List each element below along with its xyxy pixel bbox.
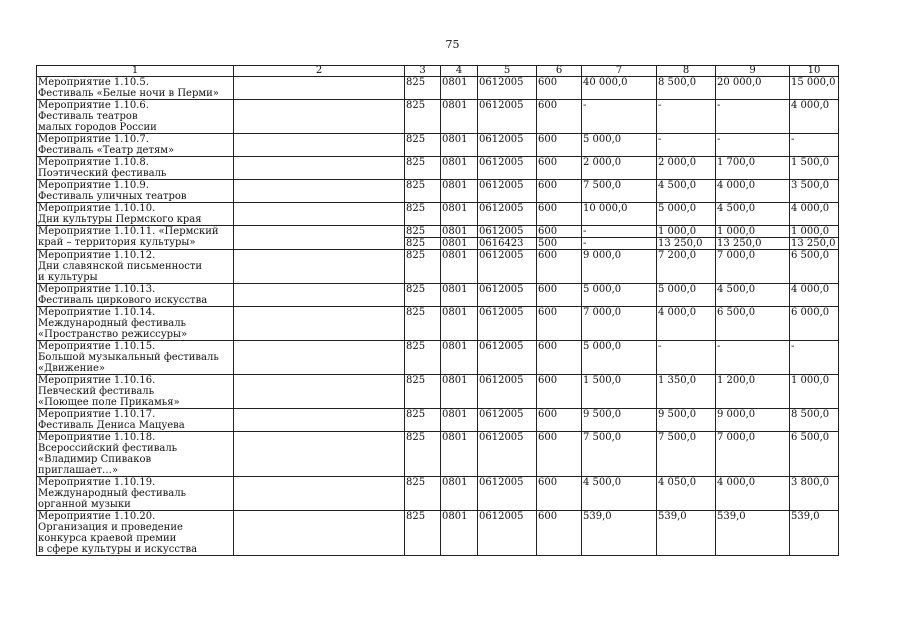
value-cell: 4 500,0 <box>582 477 657 511</box>
value-cell: 600 <box>537 375 582 409</box>
value-cell: 825 <box>405 341 441 375</box>
table-row <box>37 226 839 238</box>
value-cell: 5 000,0 <box>657 203 716 226</box>
value-cell: 1 350,0 <box>657 375 716 409</box>
value-cell: 5 000,0 <box>657 284 716 307</box>
value-cell: 1 000,0 <box>790 226 839 238</box>
value-cell: - <box>716 100 790 134</box>
value-cell: 1 000,0 <box>716 226 790 238</box>
value-cell: 0616423 <box>478 238 537 250</box>
page-number: 75 <box>445 38 460 51</box>
value-cell: 600 <box>537 77 582 100</box>
value-cell: 1 500,0 <box>790 157 839 180</box>
table-row <box>37 432 839 477</box>
value-cell: 4 050,0 <box>657 477 716 511</box>
value-cell: 4 000,0 <box>657 307 716 341</box>
table-row <box>37 477 839 511</box>
table-row <box>37 100 839 134</box>
value-cell: 6 500,0 <box>716 307 790 341</box>
value-cell: 40 000,0 <box>582 77 657 100</box>
value-cell: 825 <box>405 375 441 409</box>
value-cell: 0801 <box>441 409 478 432</box>
column-2-cell <box>234 307 405 341</box>
table-row <box>37 157 839 180</box>
value-cell: 0612005 <box>478 284 537 307</box>
table-row <box>37 284 839 307</box>
activity-name-cell: Мероприятие 1.10.18. Всероссийский фестиваль «Владимир Спиваков приглашает…» <box>37 432 234 477</box>
column-2-cell <box>234 284 405 307</box>
table-header <box>37 66 839 77</box>
value-cell: 3 800,0 <box>790 477 839 511</box>
value-cell: 0612005 <box>478 307 537 341</box>
value-cell: 5 000,0 <box>582 284 657 307</box>
value-cell: 20 000,0 <box>716 77 790 100</box>
table-row <box>37 250 839 284</box>
value-cell: 0801 <box>441 238 478 250</box>
column-2-cell <box>234 477 405 511</box>
value-cell: - <box>582 238 657 250</box>
value-cell: 825 <box>405 77 441 100</box>
value-cell: 6 500,0 <box>790 432 839 477</box>
value-cell: 1 200,0 <box>716 375 790 409</box>
activity-name-cell: Мероприятие 1.10.17. Фестиваль Дениса Мацуева <box>37 409 234 432</box>
activity-name-cell: Мероприятие 1.10.15. Большой музыкальный фестиваль «Движение» <box>37 341 234 375</box>
value-cell: 600 <box>537 409 582 432</box>
table-row <box>37 341 839 375</box>
value-cell: 539,0 <box>582 511 657 556</box>
value-cell: 0801 <box>441 477 478 511</box>
value-cell: 8 500,0 <box>657 77 716 100</box>
activity-name-cell: Мероприятие 1.10.12. Дни славянской письменности и культуры <box>37 250 234 284</box>
value-cell: 825 <box>405 203 441 226</box>
column-2-cell <box>234 432 405 477</box>
value-cell: 825 <box>405 250 441 284</box>
value-cell: 825 <box>405 134 441 157</box>
value-cell: 7 200,0 <box>657 250 716 284</box>
header-cell: 1 <box>37 66 234 77</box>
activity-name-cell: Мероприятие 1.10.9. Фестиваль уличных театров <box>37 180 234 203</box>
value-cell: 825 <box>405 100 441 134</box>
value-cell: 4 000,0 <box>790 284 839 307</box>
value-cell: 825 <box>405 157 441 180</box>
value-cell: - <box>582 226 657 238</box>
value-cell: 7 000,0 <box>716 432 790 477</box>
value-cell: 600 <box>537 511 582 556</box>
table-row <box>37 307 839 341</box>
column-2-cell <box>234 180 405 203</box>
value-cell: 0612005 <box>478 341 537 375</box>
header-cell: 9 <box>716 66 790 77</box>
value-cell: - <box>657 100 716 134</box>
activity-name-cell: Мероприятие 1.10.10. Дни культуры Пермского края <box>37 203 234 226</box>
table-row <box>37 375 839 409</box>
value-cell: 0612005 <box>478 226 537 238</box>
column-2-cell <box>234 77 405 100</box>
table-row <box>37 511 839 556</box>
value-cell: 0612005 <box>478 409 537 432</box>
value-cell: 3 500,0 <box>790 180 839 203</box>
value-cell: 9 500,0 <box>657 409 716 432</box>
value-cell: 600 <box>537 180 582 203</box>
table-row <box>37 134 839 157</box>
value-cell: 0801 <box>441 250 478 284</box>
column-2-cell <box>234 134 405 157</box>
value-cell: 6 500,0 <box>790 250 839 284</box>
column-2-cell <box>234 203 405 226</box>
table-body <box>37 77 839 556</box>
value-cell: 10 000,0 <box>582 203 657 226</box>
header-cell: 3 <box>405 66 441 77</box>
value-cell: 600 <box>537 203 582 226</box>
value-cell: 0801 <box>441 341 478 375</box>
value-cell: - <box>582 100 657 134</box>
value-cell: 0612005 <box>478 477 537 511</box>
value-cell: 13 250,0 <box>716 238 790 250</box>
table-row <box>37 180 839 203</box>
value-cell: 600 <box>537 100 582 134</box>
table-row <box>37 77 839 100</box>
activity-name-cell: Мероприятие 1.10.8. Поэтический фестиваль <box>37 157 234 180</box>
value-cell: - <box>716 341 790 375</box>
value-cell: 600 <box>537 226 582 238</box>
value-cell: 0612005 <box>478 157 537 180</box>
column-2-cell <box>234 157 405 180</box>
value-cell: 0612005 <box>478 250 537 284</box>
table-row <box>37 203 839 226</box>
value-cell: 13 250,0 <box>657 238 716 250</box>
activity-name-cell: Мероприятие 1.10.14. Международный фестиваль «Пространство режиссуры» <box>37 307 234 341</box>
value-cell: 825 <box>405 226 441 238</box>
value-cell: 600 <box>537 250 582 284</box>
value-cell: - <box>790 134 839 157</box>
value-cell: 7 500,0 <box>582 180 657 203</box>
value-cell: 600 <box>537 477 582 511</box>
value-cell: 7 000,0 <box>582 307 657 341</box>
value-cell: 6 000,0 <box>790 307 839 341</box>
value-cell: 600 <box>537 134 582 157</box>
value-cell: 9 000,0 <box>582 250 657 284</box>
value-cell: 600 <box>537 284 582 307</box>
header-cell: 7 <box>582 66 657 77</box>
value-cell: 500 <box>537 238 582 250</box>
value-cell: 539,0 <box>657 511 716 556</box>
value-cell: 7 500,0 <box>582 432 657 477</box>
activity-name-cell: Мероприятие 1.10.7. Фестиваль «Театр детям» <box>37 134 234 157</box>
value-cell: 4 000,0 <box>716 477 790 511</box>
value-cell: 0801 <box>441 284 478 307</box>
value-cell: 0612005 <box>478 511 537 556</box>
value-cell: 825 <box>405 284 441 307</box>
value-cell: 539,0 <box>790 511 839 556</box>
header-cell: 10 <box>790 66 839 77</box>
value-cell: 600 <box>537 307 582 341</box>
value-cell: - <box>716 134 790 157</box>
value-cell: 4 500,0 <box>716 284 790 307</box>
value-cell: 0612005 <box>478 180 537 203</box>
value-cell: 0801 <box>441 134 478 157</box>
header-cell: 4 <box>441 66 478 77</box>
column-2-cell <box>234 341 405 375</box>
value-cell: 4 000,0 <box>790 100 839 134</box>
value-cell: 825 <box>405 307 441 341</box>
value-cell: 1 000,0 <box>657 226 716 238</box>
value-cell: 13 250,0 <box>790 238 839 250</box>
column-2-cell <box>234 100 405 134</box>
table-row <box>37 409 839 432</box>
value-cell: 0612005 <box>478 432 537 477</box>
value-cell: 825 <box>405 511 441 556</box>
value-cell: 4 500,0 <box>716 203 790 226</box>
value-cell: 1 500,0 <box>582 375 657 409</box>
header-row <box>37 66 839 77</box>
value-cell: 0801 <box>441 511 478 556</box>
value-cell: 7 500,0 <box>657 432 716 477</box>
value-cell: 0612005 <box>478 375 537 409</box>
activity-name-cell: Мероприятие 1.10.11. «Пермский край – территория культуры» <box>37 226 234 250</box>
activity-name-cell: Мероприятие 1.10.20. Организация и проведение конкурса краевой премии в сфере культуры и искусства <box>37 511 234 556</box>
value-cell: - <box>657 341 716 375</box>
activity-name-cell: Мероприятие 1.10.6. Фестиваль театров малых городов России <box>37 100 234 134</box>
value-cell: 825 <box>405 409 441 432</box>
column-2-cell <box>234 511 405 556</box>
value-cell: 600 <box>537 341 582 375</box>
value-cell: 825 <box>405 238 441 250</box>
value-cell: 9 500,0 <box>582 409 657 432</box>
value-cell: 4 500,0 <box>657 180 716 203</box>
activity-name-cell: Мероприятие 1.10.16. Певческий фестиваль «Поющее поле Прикамья» <box>37 375 234 409</box>
value-cell: 825 <box>405 477 441 511</box>
value-cell: 0612005 <box>478 77 537 100</box>
activity-name-cell: Мероприятие 1.10.5. Фестиваль «Белые ночи в Перми» <box>37 77 234 100</box>
budget-table <box>36 65 839 556</box>
value-cell: 2 000,0 <box>657 157 716 180</box>
value-cell: 1 700,0 <box>716 157 790 180</box>
column-2-cell <box>234 250 405 284</box>
column-2-cell <box>234 409 405 432</box>
value-cell: 9 000,0 <box>716 409 790 432</box>
activity-name-cell: Мероприятие 1.10.19. Международный фестиваль органной музыки <box>37 477 234 511</box>
value-cell: - <box>657 134 716 157</box>
value-cell: 0801 <box>441 180 478 203</box>
value-cell: 0612005 <box>478 203 537 226</box>
header-cell: 8 <box>657 66 716 77</box>
value-cell: 15 000,0 <box>790 77 839 100</box>
value-cell: 600 <box>537 432 582 477</box>
value-cell: 0801 <box>441 226 478 238</box>
value-cell: 0801 <box>441 307 478 341</box>
value-cell: 0612005 <box>478 100 537 134</box>
value-cell: 8 500,0 <box>790 409 839 432</box>
value-cell: 539,0 <box>716 511 790 556</box>
header-cell: 5 <box>478 66 537 77</box>
value-cell: 0801 <box>441 203 478 226</box>
value-cell: - <box>790 341 839 375</box>
value-cell: 0801 <box>441 100 478 134</box>
value-cell: 825 <box>405 180 441 203</box>
value-cell: 0612005 <box>478 134 537 157</box>
value-cell: 0801 <box>441 77 478 100</box>
value-cell: 600 <box>537 157 582 180</box>
value-cell: 0801 <box>441 375 478 409</box>
value-cell: 5 000,0 <box>582 341 657 375</box>
value-cell: 2 000,0 <box>582 157 657 180</box>
header-cell: 6 <box>537 66 582 77</box>
value-cell: 1 000,0 <box>790 375 839 409</box>
value-cell: 4 000,0 <box>790 203 839 226</box>
activity-name-cell: Мероприятие 1.10.13. Фестиваль циркового искусства <box>37 284 234 307</box>
value-cell: 825 <box>405 432 441 477</box>
column-2-cell <box>234 375 405 409</box>
value-cell: 0801 <box>441 432 478 477</box>
value-cell: 5 000,0 <box>582 134 657 157</box>
value-cell: 0801 <box>441 157 478 180</box>
header-cell: 2 <box>234 66 405 77</box>
value-cell: 7 000,0 <box>716 250 790 284</box>
column-2-cell <box>234 226 405 250</box>
value-cell: 4 000,0 <box>716 180 790 203</box>
